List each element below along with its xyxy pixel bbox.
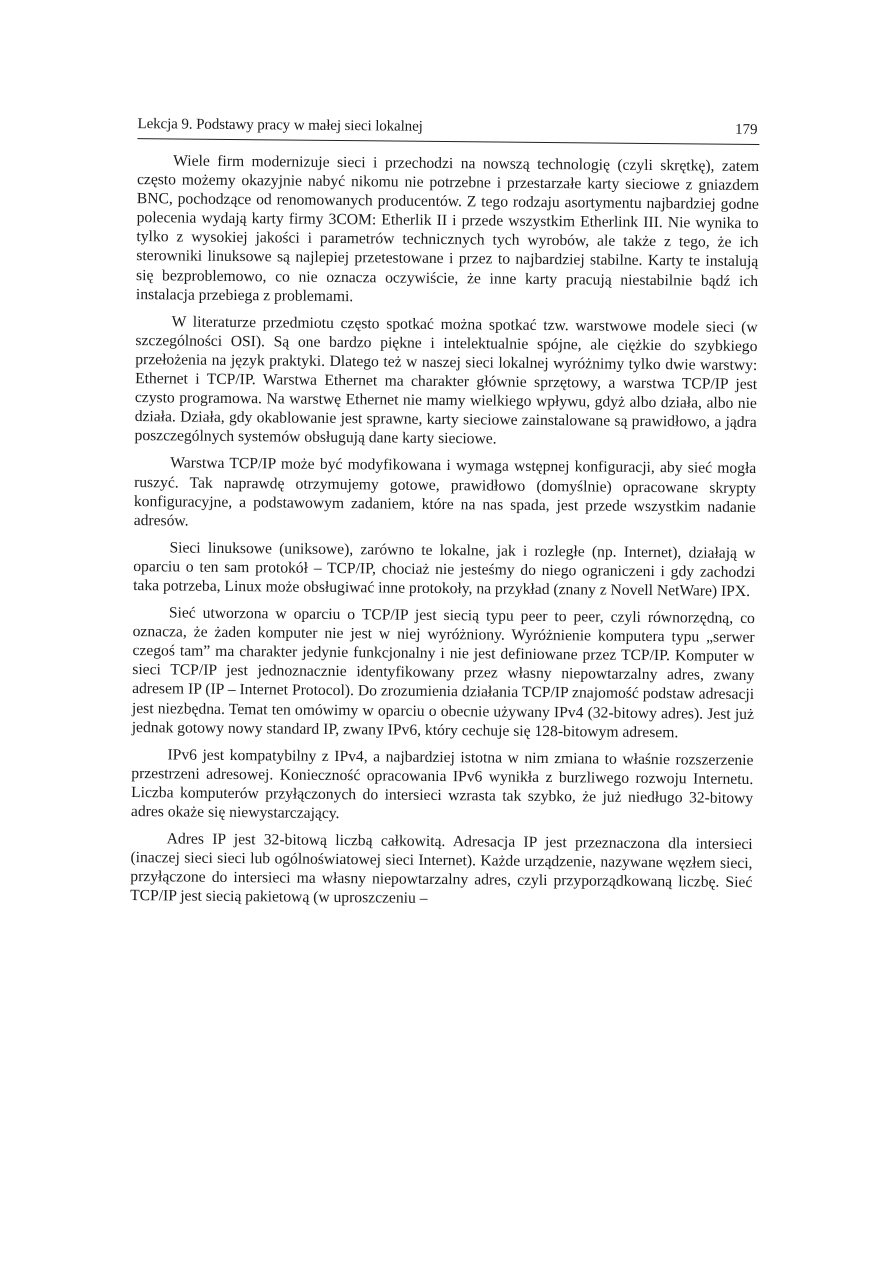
running-header bbox=[137, 114, 759, 145]
body-text bbox=[130, 151, 759, 919]
paragraph-layer-models: W literaturze przedmiotu często spotkać można spotkać tzw. warstwowe modele sieci (w szczególności OSI). Są one bardzo piękne i intelektualnie spójne, ale ciężkie do szybkiego przełożenia na język praktyki. Dlatego też w naszej sieci lokalnej wyróżnimy tylko dwie warstwy: Ethernet i TCP/IP. Warstwa Ethernet ma charakter głównie sprzętowy, a warstwa TCP/IP jest czysto programowa. Na warstwę Ethernet nie mamy wielkiego wpływu, gdyż albo działa, albo nie działa. Działa, gdy okablowanie jest sprawne, karty sieciowe zainstalowane są prawidłowo, a jądra poszczególnych systemów obsługują dane karty sieciowe. bbox=[134, 313, 758, 448]
paragraph-peer-to-peer: Sieć utworzona w oparciu o TCP/IP jest siecią typu peer to peer, czyli równorzędną, co oznacza, że żaden komputer nie jest w niej wyróżniony. Wyróżnienie komputera typu „serwer czegoś tam” ma charakter jedynie funkcjonalny i nie jest definiowane przez TCP/IP. Komputer w sieci TCP/IP jest jednoznacznie identyfikowany przez własny niepowtarzalny adres, zwany adresem IP (IP – Internet Protocol). Do zrozumienia działania TCP/IP znajomość podstaw adresacji jest niezbędna. Temat ten omówimy w oparciu o obecnie używany IPv4 (32-bitowy adres). Jest już jednak gotowy nowy standard IP, zwany IPv6, który cechuje się 128-bitowym adresem. bbox=[131, 604, 755, 741]
paragraph-ip-address: Adres IP jest 32-bitową liczbą całkowitą. Adresacja IP jest przeznaczona dla intersieci (inaczej sieci sieci lub ogólnoświatowej sieci Internet). Każde urządzenie, nazywane węzłem sieci, przyłączone do intersieci ma własny niepowtarzalny adres, czyli przyporządkowaną liczbę. Sieć TCP/IP jest siecią pakietową (w uproszczeniu – bbox=[130, 830, 753, 908]
paragraph-network-cards: Wiele firm modernizuje sieci i przechodzi na nowszą technologię (czyli skrętkę), zatem często możemy okazyjnie nabyć nikomu nie potrzebne i przestarzałe karty sieciowe z gniazdem BNC, pochodzące od renomowanych producentów. Z tego rodzaju asortymentu najbardziej godne polecenia wydają karty firmy 3COM: Etherlik II i przede wszystkim Etherlink III. Nie wynika to tylko z wysokiej jakości i parametrów technicznych tych wyrobów, ale także z tego, że ich sterowniki linuksowe są najlepiej przetestowane i przez to najbardziej stabilne. Karty te instalują się bezproblemowo, co nie oznacza oczywiście, że inne karty pracują niestabilnie bądź ich instalacja przebiega z problemami. bbox=[135, 152, 760, 305]
page-number: 179 bbox=[734, 121, 758, 139]
paragraph-linux-networks: Sieci linuksowe (uniksowe), zarówno te lokalne, jak i rozległe (np. Internet), działają w oparciu o ten sam protokół – TCP/IP, chociaż nie jesteśmy do niego ograniczeni i gdy zachodzi taka potrzeba, Linux może obsługiwać inne protokoły, na przykład (znany z Novell NetWare) IPX. bbox=[133, 539, 756, 600]
paragraph-tcpip-config: Warstwa TCP/IP może być modyfikowana i wymaga wstępnej konfiguracji, aby sieć mogła ruszyć. Tak naprawdę otrzymujemy gotowe, prawidłowo (domyślnie) opracowane skrypty konfiguracyjne, a podstawowym zadaniem, które na nas spada, jest przede wszystkim nadanie adresów. bbox=[133, 454, 757, 530]
chapter-title: Lekcja 9. Podstawy pracy w małej sieci lokalnej bbox=[137, 116, 423, 135]
paragraph-ipv6: IPv6 jest kompatybilny z IPv4, a najbardziej istotna w nim zmiana to właśnie rozszerzenie przestrzeni adresowej. Konieczność opracowania IPv6 wynikła z burzliwego rozwoju Internetu. Liczba komputerów przyłączonych do intersieci wzrasta tak szybko, że już niedługo 32-bitowy adres okaże się niewystarczający. bbox=[130, 746, 754, 823]
